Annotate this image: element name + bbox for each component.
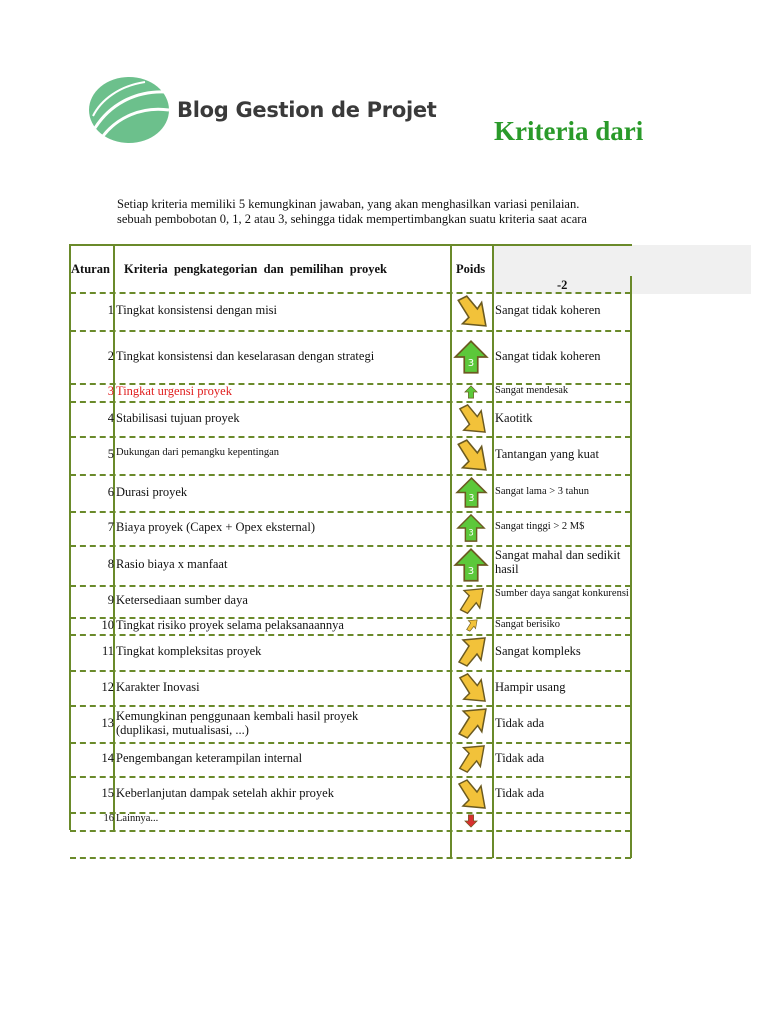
grid-hline [70, 292, 631, 294]
criteria-text: Tingkat urgensi proyek [116, 384, 232, 398]
grid-hline [70, 705, 631, 707]
answer-text: Sangat tidak koheren [495, 348, 601, 363]
intro-text [117, 197, 587, 227]
arrow-up-right-icon [465, 619, 478, 637]
answer-text: Sangat mahal dan sedikit hasil [495, 548, 621, 576]
row-number: 6 [107, 484, 114, 499]
criteria-text: Tingkat konsistensi dan keselarasan dengan strategi [116, 348, 375, 363]
grid-vline [630, 276, 632, 858]
row-number: 9 [107, 593, 114, 607]
grid-hline [70, 857, 631, 859]
row-number: 5 [107, 447, 114, 461]
page-title: Kriteria dari [494, 116, 644, 146]
answer-text: Hampir usang [495, 679, 566, 694]
answer-text: Tidak ada [495, 786, 545, 800]
brand-logo [89, 76, 451, 146]
answer-text: Sangat kompleks [495, 644, 581, 658]
header-criteria: Kriteria pengkategorian dan pemilihan proyek [124, 262, 387, 276]
grid-hline [70, 436, 631, 438]
brand-name: Blog Gestion de Projet [177, 98, 437, 122]
arrow-down-right-icon [456, 672, 487, 708]
criteria-text: Durasi proyek [116, 484, 188, 499]
criteria-text: Keberlanjutan dampak setelah akhir proyek [116, 786, 334, 800]
arrow-up-icon [453, 339, 489, 380]
criteria-text: Tingkat risiko proyek selama pelaksanaannya [116, 617, 344, 632]
grid-hline [70, 330, 631, 332]
grid-vline [492, 244, 494, 858]
criteria-text: Dukungan dari pemangku kepentingan [116, 447, 279, 458]
arrow-down-right-icon [456, 403, 487, 439]
grid-hline [70, 401, 631, 403]
grid-hline [70, 474, 631, 476]
arrow-up-right-icon [455, 636, 487, 673]
arrow-up-right-icon [456, 744, 486, 779]
grid-vline [450, 244, 452, 858]
answer-text: Sangat tinggi > 2 M$ [495, 521, 585, 532]
row-number: 1 [107, 303, 114, 317]
intro-line: Setiap kriteria memiliki 5 kemungkinan jawaban, yang akan menghasilkan variasi penilaian. [117, 197, 580, 211]
header-shade [494, 245, 751, 294]
answer-text: Sangat mendesak [495, 385, 569, 396]
arrow-up-icon [456, 513, 486, 548]
row-number: 12 [101, 679, 114, 694]
arrow-up-right-icon [457, 587, 485, 620]
row-number: 3 [107, 384, 114, 398]
row-number: 8 [107, 557, 114, 571]
grid-hline [70, 511, 631, 513]
grid-hline [70, 776, 631, 778]
intro-line: sebuah pembobotan 0, 1, 2 atau 3, sehingga tidak mempertimbangkan suatu kriteria saat acara [117, 212, 587, 226]
row-number: 15 [101, 786, 114, 800]
answer-text: Tidak ada [495, 751, 545, 765]
arrow-up-icon [464, 385, 478, 404]
answer-text: Tantangan yang kuat [495, 447, 599, 461]
grid-hline [70, 742, 631, 744]
answer-text: Tidak ada [495, 715, 545, 730]
grid-hline [70, 830, 631, 832]
grid-hline [70, 244, 632, 246]
criteria-text: Stabilisasi tujuan proyek [116, 410, 240, 425]
arrow-down-right-icon [454, 294, 488, 333]
row-number: 14 [101, 751, 114, 765]
criteria-text: Ketersediaan sumber daya [116, 593, 248, 607]
criteria-text: Lainnya... [116, 813, 159, 824]
weight-value: 3 [468, 527, 474, 538]
row-number: 16 [103, 813, 114, 824]
row-number: 13 [101, 715, 114, 730]
arrow-down-icon [464, 814, 478, 833]
criteria-text: Tingkat konsistensi dengan misi [116, 303, 278, 317]
criteria-text: Biaya proyek (Capex + Opex eksternal) [116, 520, 315, 534]
grid-hline [70, 634, 631, 636]
criteria-text: Kemungkinan penggunaan kembali hasil proyek (duplikasi, mutualisasi, ...) [116, 709, 359, 737]
row-number: 7 [107, 520, 114, 534]
row-number: 10 [101, 617, 114, 632]
criteria-text: Pengembangan keterampilan internal [116, 751, 303, 765]
criteria-text: Rasio biaya x manfaat [116, 557, 228, 571]
header-rule: Aturan [71, 262, 110, 276]
weight-value: 3 [467, 357, 475, 369]
weight-value: 3 [467, 566, 475, 577]
grid-hline [70, 545, 631, 547]
answer-text: Sangat berisiko [495, 618, 561, 630]
answer-text: Sangat lama > 3 tahun [495, 485, 589, 497]
grid-hline [70, 585, 631, 587]
arrow-up-right-icon [455, 707, 488, 745]
arrow-up-icon [455, 476, 488, 514]
arrow-down-right-icon [454, 438, 488, 477]
criteria-text: Karakter Inovasi [116, 679, 200, 694]
criteria-text: Tingkat kompleksitas proyek [116, 644, 262, 658]
arrow-up-icon [453, 547, 489, 588]
leaf-logo-icon [89, 76, 173, 146]
arrow-down-right-icon [455, 778, 487, 815]
answer-text: Kaotitk [495, 410, 533, 425]
answer-text: Sumber daya sangat konkurensi [495, 588, 629, 599]
row-number: 4 [107, 410, 114, 425]
header-weight: Poids [456, 262, 486, 276]
weight-value: 3 [468, 492, 474, 504]
answer-text: Sangat tidak koheren [495, 303, 601, 317]
row-number: 2 [107, 348, 114, 363]
header-score: -2 [557, 278, 568, 292]
grid-hline [70, 670, 631, 672]
row-number: 11 [101, 644, 114, 658]
